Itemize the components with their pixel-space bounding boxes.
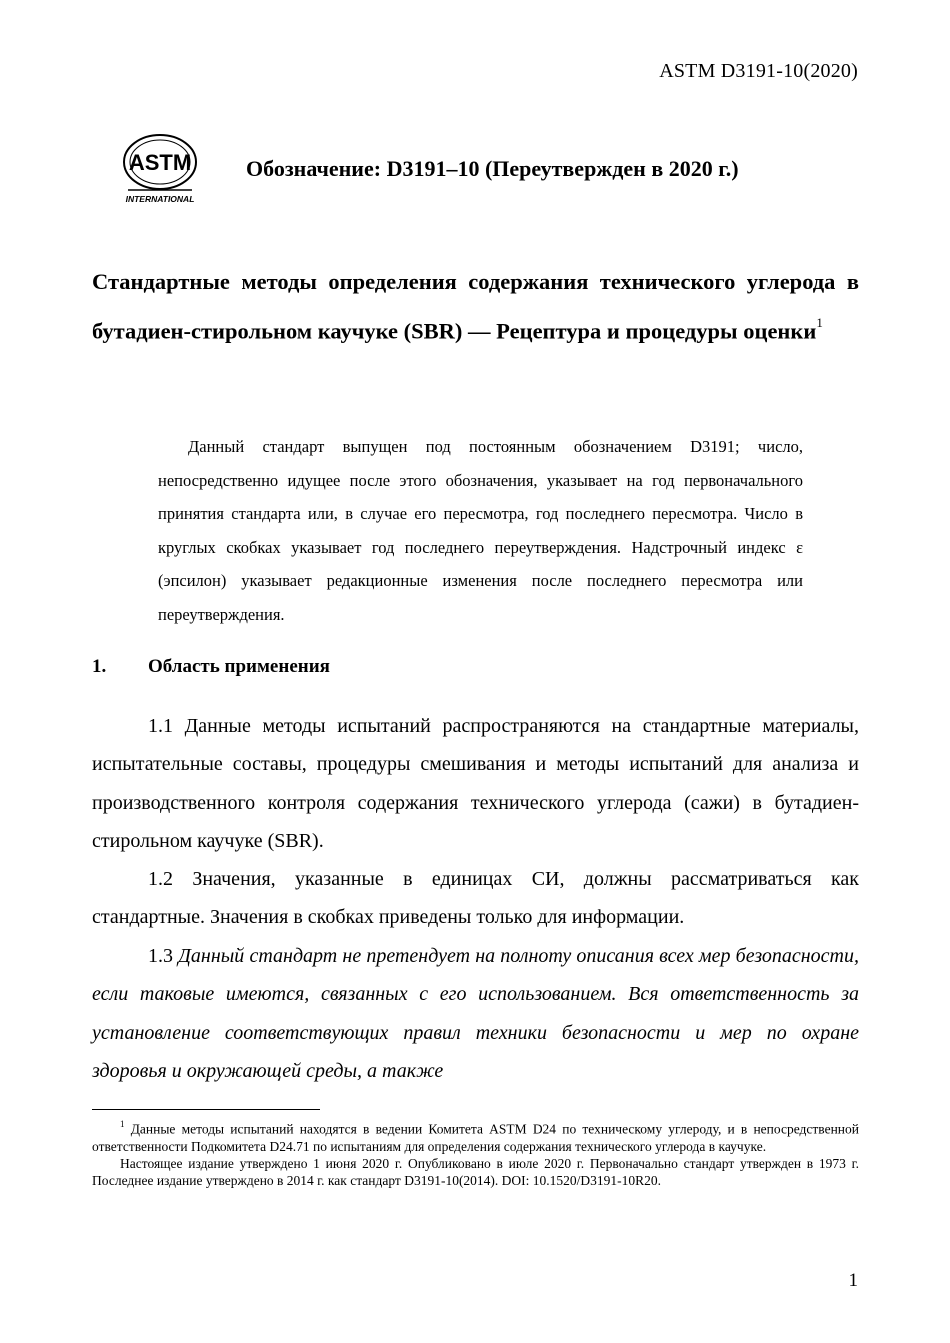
- standard-notice: Данный стандарт выпущен под постоянным обозначением D3191; число, непосредственно идущее после этого обозначения, указывает на год первоначального принятия стандарта или, в случае его пересмотра, год последнего пересмотра. Число в круглых скобках указывает год последнего переутверждения. Надстрочный индекс ε (эпсилон) указывает редакционные изменения после последнего пересмотра или переутверждения.: [158, 437, 803, 624]
- paragraph-1-2: 1.2 Значения, указанные в единицах СИ, должны рассматриваться как стандартные. Значения в скобках приведены только для информации.: [92, 868, 859, 929]
- paragraph-1-1: 1.1 Данные методы испытаний распространяются на стандартные материалы, испытательные составы, процедуры смешивания и методы испытаний для анализа и производственного контроля содержания технического углерода (сажи) в бутадиен-стирольном каучуке (SBR).: [92, 715, 859, 852]
- logo-subtext: INTERNATIONAL: [125, 194, 195, 204]
- footnote-2: Настоящее издание утверждено 1 июня 2020 г. Опубликовано в июле 2020 г. Первоначально стандарт утвержден в 1973 г. Последнее издание утверждено в 2014 г. как стандарт D3191-10(2014). DOI: 10.1520/D3191-10R20.: [92, 1155, 859, 1189]
- header-standard-id: ASTM D3191-10(2020): [659, 60, 858, 82]
- logo-letters: ASTM: [128, 150, 192, 175]
- footnotes: [92, 1117, 859, 1189]
- section-title: Область применения: [148, 656, 330, 677]
- section-heading: [92, 656, 859, 678]
- footnote-marker: 1: [120, 1119, 125, 1129]
- footnote-divider: [92, 1109, 320, 1110]
- page-number: 1: [848, 1270, 858, 1291]
- footnote-1-text: Данные методы испытаний находятся в ведении Комитета ASTM D24 по техническому углероду, и в непосредственной ответственности Подкомитета D24.71 по испытаниям для определения содержания технического углерода в каучуке.: [92, 1121, 859, 1154]
- title-text: Стандартные методы определения содержания технического углерода в бутадиен-стирольном каучуке (SBR) — Рецептура и процедуры оценки: [92, 269, 859, 344]
- designation-heading: Обозначение: D3191–10 (Переутвержден в 2020 г.): [246, 156, 739, 181]
- footnote-1: [92, 1117, 859, 1155]
- section-number: 1.: [92, 656, 107, 677]
- astm-logo: [118, 132, 202, 208]
- document-title: [92, 260, 859, 354]
- paragraph-1-3-number: 1.3: [148, 945, 179, 967]
- paragraph-1-3: [92, 937, 859, 1090]
- paragraph-1-3-text: Данный стандарт не претендует на полноту описания всех мер безопасности, если таковые имеются, связанных с его использованием. Вся ответственность за установление соответствующих правил техники безопасности и мер по охране здоровья и окружающей среды, а также: [92, 945, 860, 1082]
- title-footnote-ref: 1: [816, 315, 823, 330]
